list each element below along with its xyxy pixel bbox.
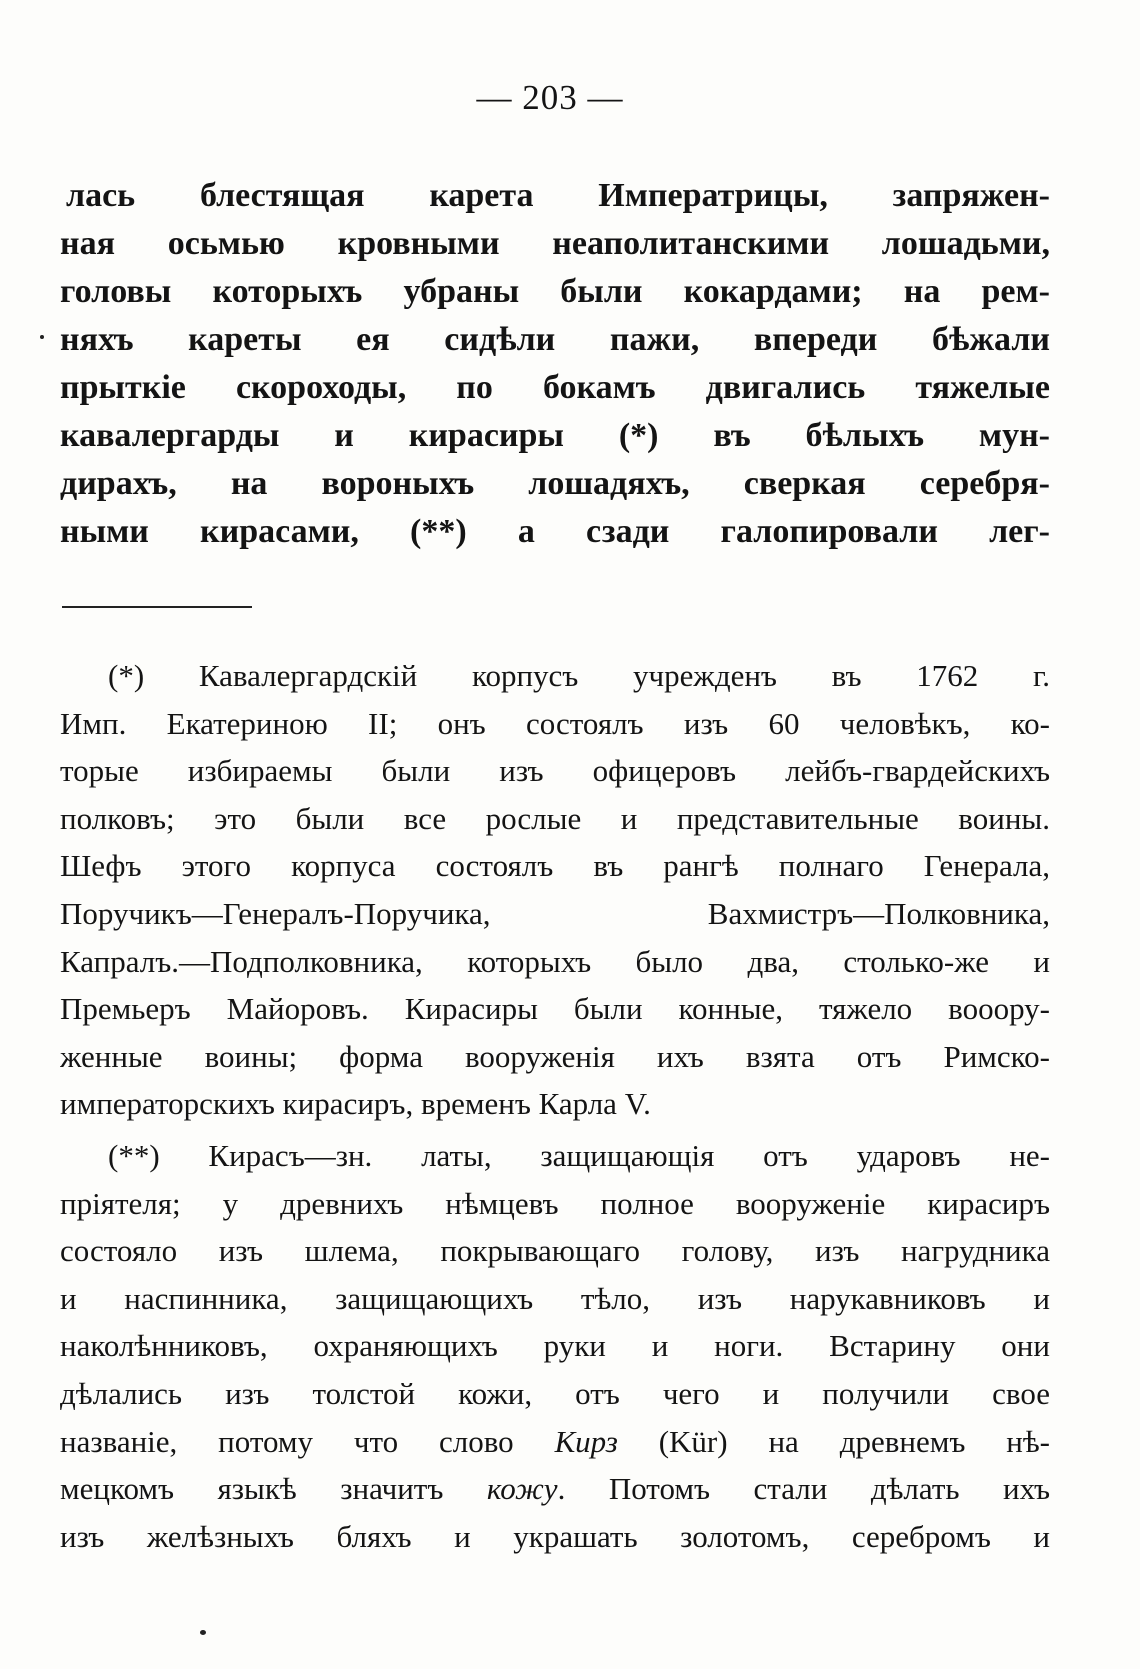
main-text-line: прыткіе скороходы, по бокамъ двигались тяжелые (60, 369, 1050, 406)
footnote-1-line: императорскихъ кирасиръ, временъ Карла V. (60, 1086, 651, 1122)
footnote-2-text: мецкомъ языкѣ значитъ (60, 1471, 487, 1507)
print-speck (40, 335, 44, 339)
footnote-2-line: изъ желѣзныхъ бляхъ и украшать золотомъ, серебромъ и (60, 1518, 1050, 1554)
footnote-2-line (60, 1418, 1050, 1466)
footnote-1-line: полковъ; это были все рослые и представительные воины. (60, 800, 1050, 836)
footnote-2-line: наколѣнниковъ, охраняющихъ руки и ноги. Встарину они (60, 1328, 1050, 1364)
footnote-2-line (60, 1465, 1050, 1513)
main-text-line: дирахъ, на вороныхъ лошадяхъ, сверкая серебря- (60, 465, 1050, 502)
footnote-2-line: и наспинника, защищающихъ тѣло, изъ нарукавниковъ и (60, 1280, 1050, 1316)
footnote-1-line: Шефъ этого корпуса состоялъ въ рангѣ полнаго Генерала, (60, 848, 1050, 884)
footnote-1-line: (*) Кавалергардскій корпусъ учрежденъ въ 1762 г. (108, 658, 1050, 693)
main-text-line: няхъ кареты ея сидѣли пажи, впереди бѣжали (60, 321, 1050, 358)
footnote-2-text: (Kür) на древнемъ нѣ- (617, 1423, 1050, 1459)
main-text-line: кавалергарды и кирасиры (*) въ бѣлыхъ мун- (60, 417, 1050, 454)
footnote-1-line: Капралъ.—Подполковника, которыхъ было два, столько-же и (60, 943, 1050, 979)
footnote-separator-rule (62, 606, 252, 608)
footnote-2-text: . Потомъ стали дѣлать ихъ (557, 1471, 1050, 1507)
footnote-1-line: Премьеръ Майоровъ. Кирасиры были конные, тяжело вооору- (60, 991, 1050, 1027)
main-text-line: головы которыхъ убраны были кокардами; на рем- (60, 273, 1050, 310)
page-number: — 203 — (476, 78, 624, 117)
print-speck (200, 1630, 206, 1635)
footnote-2-italic-word: Кирз (554, 1423, 618, 1459)
footnote-2-line: дѣлались изъ толстой кожи, отъ чего и получили свое (60, 1375, 1050, 1411)
main-text-line: лась блестящая карета Императрицы, запряжен- (66, 177, 1050, 214)
footnotes-block (60, 652, 1050, 1560)
footnote-1-line: торые избираемы были изъ офицеровъ лейбъ-гвардейскихъ (60, 753, 1050, 789)
main-text-line: ная осьмью кровными неаполитанскими лошадьми, (60, 225, 1050, 262)
footnote-2-line: состояло изъ шлема, покрывающаго голову, изъ нагрудника (60, 1233, 1050, 1269)
footnote-2-line: пріятеля; у древнихъ нѣмцевъ полное вооруженіе кирасиръ (60, 1185, 1050, 1221)
footnote-2-text: названіе, потому что слово (60, 1423, 555, 1459)
main-text-line: ными кирасами, (**) а сзади галопировали лег- (60, 513, 1050, 550)
footnote-2-italic-word: кожу (486, 1471, 558, 1507)
footnote-1-line: Имп. Екатериною II; онъ состоялъ изъ 60 человѣкъ, ко- (60, 705, 1050, 741)
main-text-block (60, 172, 1050, 556)
footnote-1-line: женные воины; форма вооруженія ихъ взята отъ Римско- (60, 1038, 1050, 1074)
footnote-1-line: Поручикъ—Генералъ-Поручика, Вахмистръ—Полковника, (60, 895, 1050, 931)
footnote-2-line: (**) Кирасъ—зн. латы, защищающія отъ ударовъ не- (108, 1137, 1050, 1173)
